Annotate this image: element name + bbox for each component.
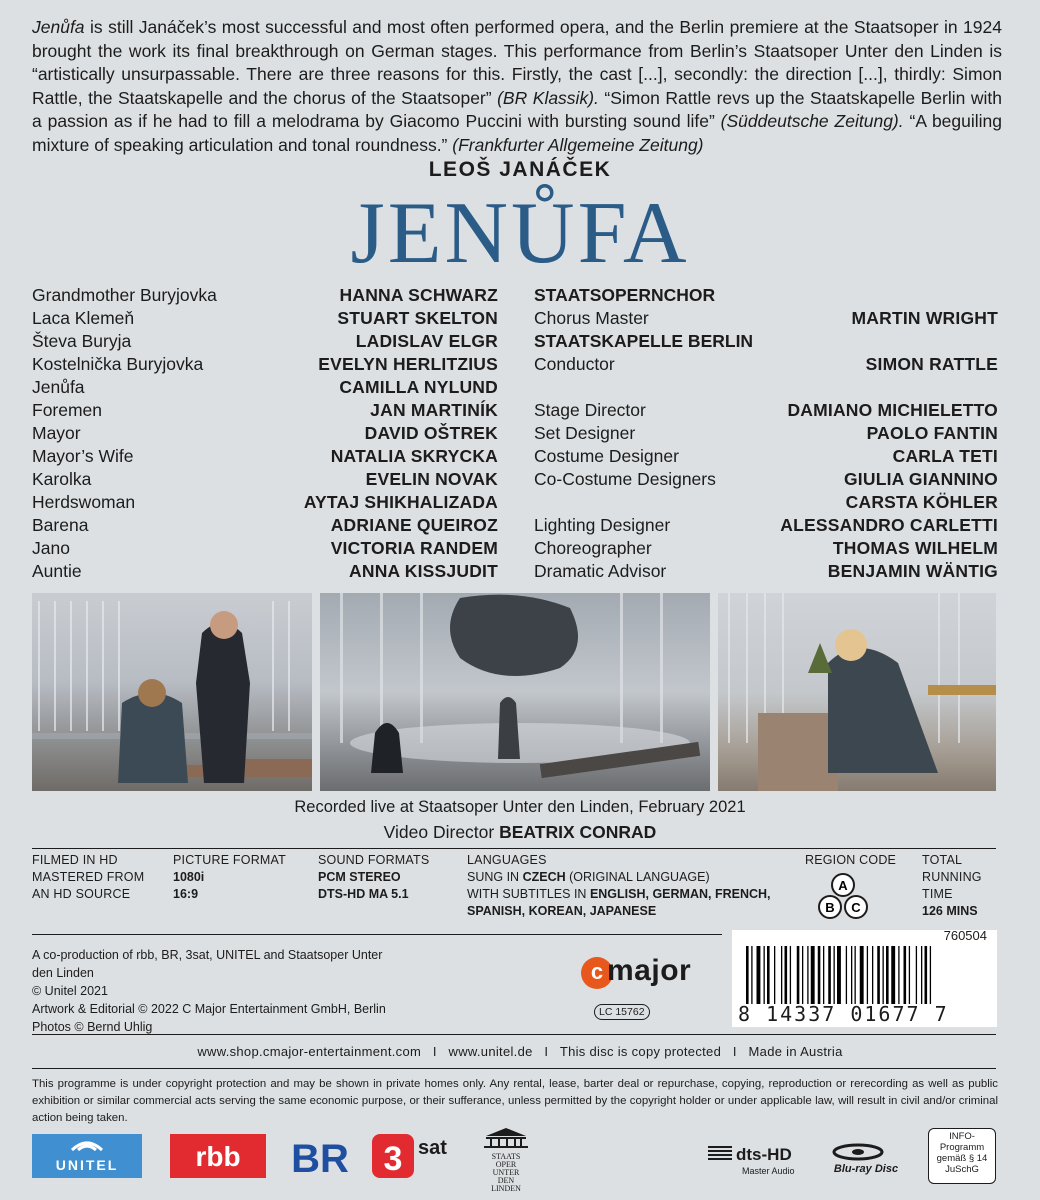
divider-links-bottom [32, 1068, 996, 1069]
crew-role: Set Designer [534, 423, 636, 443]
crew-row [534, 353, 998, 376]
threesat-logo [372, 1132, 462, 1180]
cast-name: ADRIANE QUEIROZ [330, 515, 498, 535]
crew-row [534, 399, 998, 422]
intro-text-1: is still Janáček’s most successful and most often performed opera, and the Berlin premiere at the Staatsoper in 1924 brought the work its final breakthrough on German stages. This performance from Berlin’s Staatsoper Unter den Linden is “artistically unsurpassable. There are three reasons for this. Firstly, the cast [...], secondly: the direction [...], thirdly: Simon Rattle, the Staatskapelle and the chorus of the Staatsoper” [32, 17, 1002, 108]
intro-opera-title: Jenůfa [32, 17, 85, 37]
links-row [0, 1044, 1040, 1059]
spec-filmed-line-2: MASTERED FROM [32, 870, 145, 884]
cast-row [32, 468, 498, 491]
cast-name: VICTORIA RANDEM [330, 538, 498, 558]
spec-sung-suffix: (ORIGINAL LANGUAGE) [565, 870, 710, 884]
crew-role: Costume Designer [534, 446, 679, 466]
catalog-number: 760504 [943, 928, 987, 943]
crew-role: STAATSKAPELLE BERLIN [534, 331, 754, 351]
crew-role: Choreographer [534, 538, 652, 558]
cast-role: Barena [32, 515, 89, 535]
crew-role: Conductor [534, 354, 615, 374]
cast-row [32, 376, 498, 399]
barcode-bars-icon [746, 946, 986, 1004]
cast-role: Auntie [32, 561, 82, 581]
unitel-logo-text: UNITEL [55, 1157, 119, 1173]
cast-row [32, 514, 498, 537]
cast-row [32, 422, 498, 445]
crew-name: SIMON RATTLE [865, 354, 998, 374]
cast-name: STUART SKELTON [337, 308, 498, 328]
cast-row [32, 399, 498, 422]
crew-row [534, 284, 998, 307]
spec-filmed-line-1: FILMED IN HD [32, 853, 118, 867]
bluray-logo-text: Blu-ray Disc [833, 1163, 899, 1175]
spec-sound-value-2: DTS-HD MA 5.1 [318, 887, 409, 901]
spec-languages-heading: LANGUAGES [467, 853, 547, 867]
cast-role: Karolka [32, 469, 92, 489]
region-c: C [851, 900, 861, 915]
spec-region-heading: REGION CODE [805, 853, 897, 867]
intro-text-3: “A beguiling mixture of speaking articulation and tonal roundness.” [32, 111, 1003, 155]
crew-row [534, 468, 998, 491]
crew-list [534, 284, 998, 583]
cast-list [32, 284, 498, 583]
cast-name: JAN MARTINÍK [370, 400, 498, 420]
link-separator-1: I [432, 1044, 437, 1059]
crew-role: STAATSOPERNCHOR [534, 285, 716, 305]
cast-name: ANNA KISSJUDIT [349, 561, 498, 581]
crew-name: CARSTA KÖHLER [845, 492, 998, 512]
cast-role: Laca Klemeň [32, 308, 135, 328]
staatsoper-logo-text: STAATS OPER UNTER DEN LINDEN [491, 1152, 521, 1193]
recording-info: Recorded live at Staatsoper Unter den Linden, February 2021 [294, 798, 746, 816]
cast-role: Kostelnička Buryjovka [32, 354, 204, 374]
crew-role: Chorus Master [534, 308, 649, 328]
divider-links-top [32, 1034, 996, 1035]
copyright-line-1: A co-production of rbb, BR, 3sat, UNITEL and Staatsoper Unter den Linden [32, 948, 383, 980]
link-separator-3: I [732, 1044, 737, 1059]
copyright-line-4: Photos © Bernd Uhlig [32, 1020, 153, 1034]
crew-name: ALESSANDRO CARLETTI [780, 515, 998, 535]
cast-role: Mayor [32, 423, 81, 443]
spec-filmed-line-3: AN HD SOURCE [32, 887, 131, 901]
spec-region [805, 852, 896, 930]
spec-sound-value-1: PCM STEREO [318, 870, 401, 884]
crew-name: MARTIN WRIGHT [851, 308, 998, 328]
threesat-logo-number: 3 [383, 1140, 403, 1178]
spec-languages [467, 852, 771, 920]
spec-sound [318, 852, 429, 903]
intro-source-2: (Süddeutsche Zeitung). [720, 111, 904, 131]
cast-role: Foremen [32, 400, 103, 420]
copyright-line-2: © Unitel 2021 [32, 984, 108, 998]
production-photo-3 [718, 593, 996, 791]
cmajor-logo [578, 950, 696, 1026]
copyright-line-3: Artwork & Editorial © 2022 C Major Entertainment GmbH, Berlin [32, 1002, 386, 1016]
legal-notice: This programme is under copyright protection and may be shown in private homes only. Any rental, lease, barter deal or repurchase, copying, reproduction or rerecording as well as public exhibition or similar commercial acts serving the same economic purpose, or their sufferance, unless permitted by the copyright holder or under applicable law, will result in civil and/or criminal action being taken. [32, 1078, 998, 1124]
crew-name: GIULIA GIANNINO [843, 469, 998, 489]
threesat-logo-word: sat [418, 1137, 447, 1159]
staatsoper-logo [478, 1126, 534, 1193]
crew-row [534, 514, 998, 537]
intro-text-2: “Simon Rattle revs up the Staatskapelle Berlin with a passion as if he had to fill a melodrama by Giacomo Puccini with bursting sound life” [32, 87, 1002, 131]
cast-row [32, 445, 498, 468]
crew-role: Co-Costume Designers [534, 469, 716, 489]
unitel-logo [32, 1134, 142, 1178]
spec-subs-prefix: WITH SUBTITLES IN [467, 887, 590, 901]
spec-picture-value-2: 16:9 [173, 887, 199, 901]
cast-name: CAMILLA NYLUND [339, 377, 498, 397]
opera-title: JENŮFA [350, 185, 690, 282]
spec-sung-prefix: SUNG IN [467, 870, 523, 884]
bluray-logo [818, 1140, 918, 1180]
cast-row [32, 353, 498, 376]
shop-link[interactable]: www.shop.cmajor-entertainment.com [197, 1044, 422, 1059]
cast-name: DAVID OŠTREK [364, 423, 498, 443]
production-photo-2 [320, 593, 710, 791]
barcode [732, 930, 997, 1027]
staatsoper-building-icon [478, 1126, 534, 1148]
crew-role: Dramatic Advisor [534, 561, 667, 581]
crew-row [534, 537, 998, 560]
cast-name: AYTAJ SHIKHALIZADA [303, 492, 498, 512]
crew-row [534, 330, 998, 353]
unitel-link[interactable]: www.unitel.de [448, 1044, 533, 1059]
br-logo [290, 1132, 350, 1180]
cast-row [32, 330, 498, 353]
cast-role: Mayor’s Wife [32, 446, 134, 466]
spec-sound-heading: SOUND FORMATS [318, 853, 430, 867]
dts-logo-subtext: Master Audio [742, 1166, 795, 1176]
divider-top [32, 848, 996, 849]
barcode-digits: 8 14337 01677 7 [738, 1002, 949, 1026]
label-code: LC 15762 [594, 1004, 650, 1020]
production-photo-1 [32, 593, 312, 791]
spec-total [922, 852, 996, 920]
link-separator-2: I [544, 1044, 549, 1059]
crew-row [534, 307, 998, 330]
crew-name: BENJAMIN WÄNTIG [827, 561, 998, 581]
spec-picture [173, 852, 286, 903]
spec-total-heading-2: RUNNING TIME [922, 870, 982, 901]
intro-source-1: (BR Klassik). [497, 87, 599, 108]
video-director-label: Video Director [383, 822, 495, 842]
composer-name: LEOŠ JANÁČEK [428, 158, 612, 181]
cast-role: Jano [32, 538, 70, 558]
crew-row [534, 422, 998, 445]
cast-role: Herdswoman [32, 492, 136, 512]
logos-row [32, 1126, 996, 1193]
region-b: B [825, 900, 835, 915]
intro-source-3: (Frankfurter Allgemeine Zeitung) [452, 134, 704, 155]
fsk-info-badge: INFO-Programm gemäß § 14 JuSchG [928, 1128, 996, 1184]
cast-role: Števa Buryja [32, 331, 132, 351]
crew-name: CARLA TETI [892, 446, 998, 466]
cast-row [32, 284, 498, 307]
region-a: A [838, 878, 848, 893]
dts-logo-text: dts-HD [736, 1145, 792, 1164]
crew-role: Stage Director [534, 400, 646, 420]
made-in-text: Made in Austria [748, 1044, 843, 1059]
crew-row [534, 560, 998, 583]
cast-role: Jenůfa [32, 377, 85, 397]
crew-name: DAMIANO MICHIELETTO [787, 400, 998, 420]
dts-hd-logo [708, 1140, 798, 1180]
spec-sung-language: CZECH [522, 870, 566, 884]
crew-row [534, 376, 998, 399]
copy-protected-text: This disc is copy protected [559, 1044, 722, 1059]
production-photos [32, 593, 996, 791]
spec-filmed [32, 852, 144, 903]
video-director-name: BEATRIX CONRAD [499, 822, 657, 842]
rbb-logo-text: rbb [195, 1141, 241, 1172]
spec-picture-value-1: 1080i [173, 870, 205, 884]
cmajor-circle: c [581, 957, 613, 989]
cast-name: NATALIA SKRYCKA [330, 446, 498, 466]
spec-total-heading-1: TOTAL [922, 853, 963, 867]
rbb-logo [170, 1134, 266, 1178]
divider-middle [32, 934, 722, 935]
cast-name: HANNA SCHWARZ [339, 285, 498, 305]
cast-name: EVELIN NOVAK [365, 469, 498, 489]
cast-role: Grandmother Buryjovka [32, 285, 217, 305]
intro-paragraph [32, 16, 1002, 157]
crew-name: PAOLO FANTIN [866, 423, 998, 443]
br-logo-text: BR [291, 1137, 349, 1180]
crew-name: THOMAS WILHELM [832, 538, 998, 558]
region-code-icon [813, 871, 873, 925]
spec-subs-languages-2: SPANISH, KOREAN, JAPANESE [467, 904, 657, 918]
cast-name: LADISLAV ELGR [355, 331, 498, 351]
cast-row [32, 560, 498, 583]
technical-specs [32, 852, 996, 924]
video-director [0, 822, 1040, 843]
spec-picture-heading: PICTURE FORMAT [173, 853, 286, 867]
copyright-block [32, 946, 392, 1036]
spec-total-value: 126 MINS [922, 904, 978, 918]
cmajor-word: major [607, 954, 692, 987]
crew-role: Lighting Designer [534, 515, 671, 535]
crew-row [534, 445, 998, 468]
spec-subs-languages-1: ENGLISH, GERMAN, FRENCH, [589, 887, 771, 901]
cast-name: EVELYN HERLITZIUS [318, 354, 498, 374]
cast-row [32, 537, 498, 560]
cast-row [32, 491, 498, 514]
crew-row [534, 491, 998, 514]
cast-row [32, 307, 498, 330]
